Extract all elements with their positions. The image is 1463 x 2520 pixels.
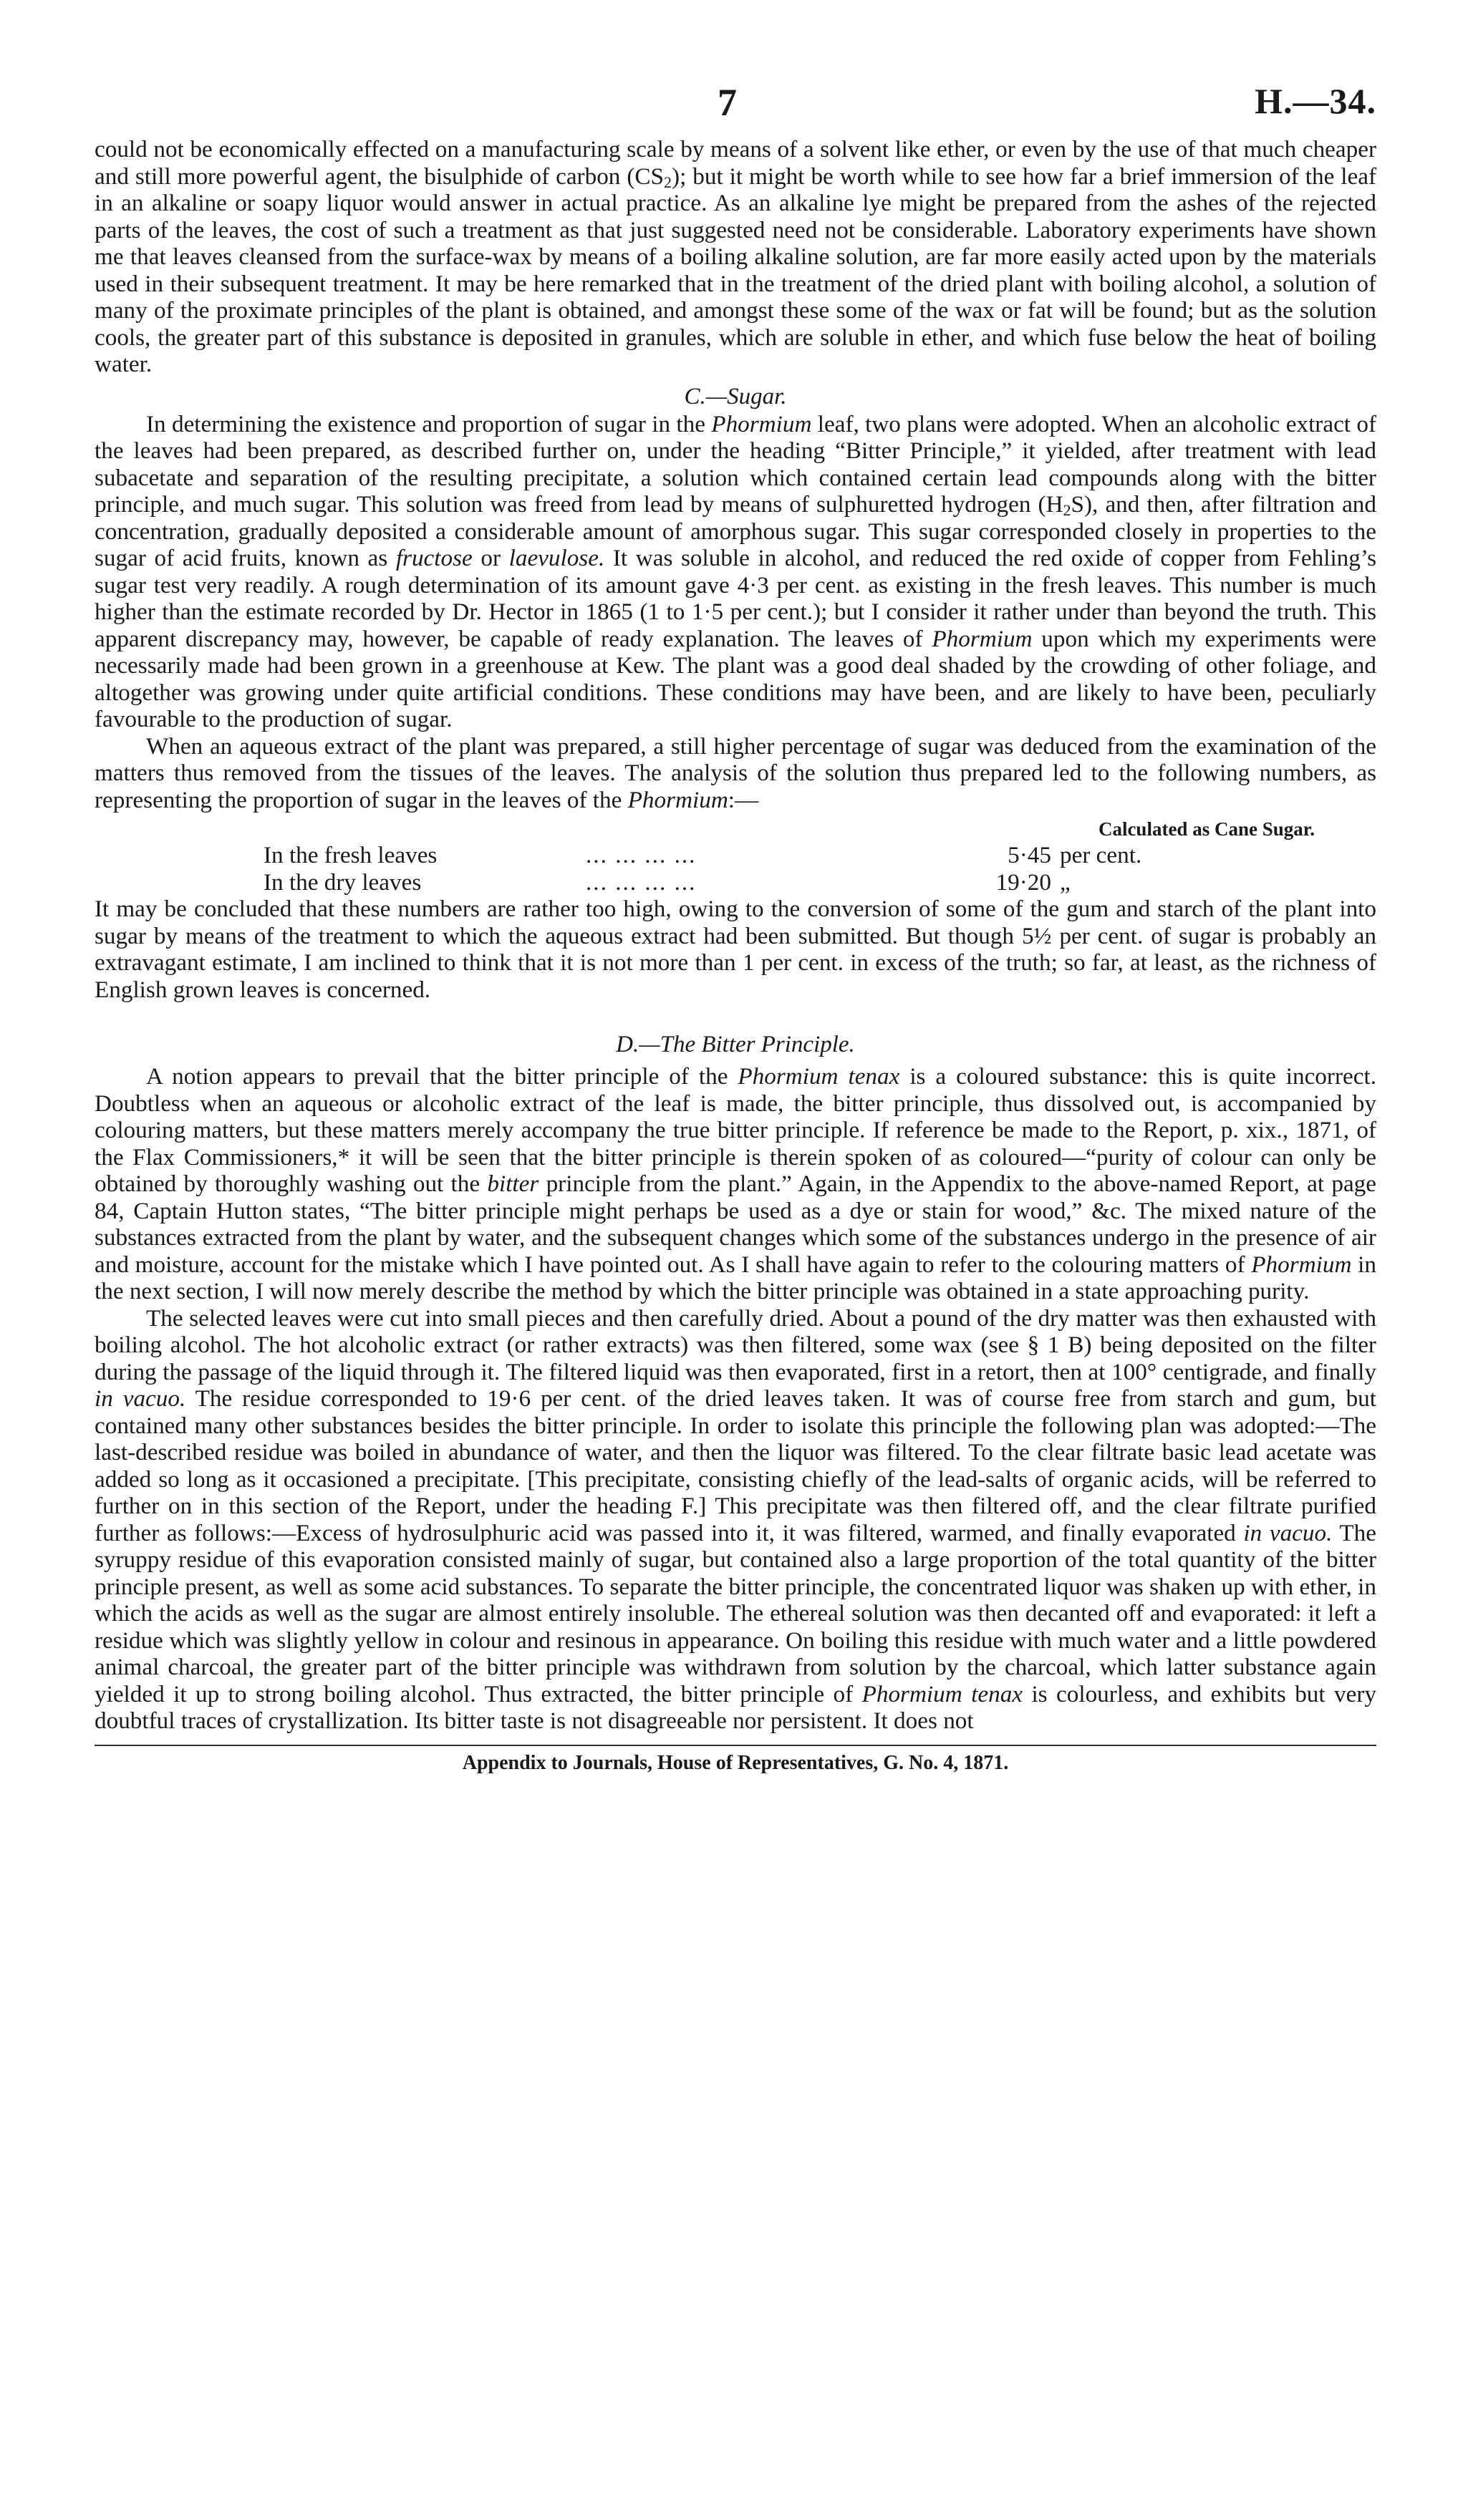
page-number: 7 xyxy=(718,81,737,124)
paragraph-bitter-1: A notion appears to prevail that the bitter principle of the Phormium tenax is a coloured substance: this is quite incorrect. Doubtless when an aqueous or alcoholic extract of the leaf is made, the bitter principle, thus dissolved out, is accompanied by colouring matters, but these matters merely accompany the true bitter principle. If reference be made to the Report, p. xix., 1871, of the Flax Commissioners,* it will be seen that the bitter principle is therein spoken of as coloured—“purity of colour can only be obtained by thoroughly washing out the bitter principle from the plant.” Again, in the Appendix to the above-named Report, at page 84, Captain Hutton states, “The bitter principle might perhaps be used as a dye or stain for wood,” &c. The mixed nature of the substances extracted from the plant by water, and the subsequent changes which some of the substances undergo in the presence of air and moisture, account for the mistake which I have pointed out. As I shall have again to refer to the colouring matters of Phormium in the next section, I will now merely describe the method by which the bitter principle was obtained in a state approaching purity. xyxy=(95,1063,1376,1304)
page-header xyxy=(95,0,1376,136)
paragraph-bitter-2: The selected leaves were cut into small pieces and then carefully dried. About a pound of the dry matter was then exhausted with boiling alcohol. The hot alcoholic extract (or rather extracts) was then filtered, some wax (see § 1 B) being deposited on the filter during the passage of the liquid through it. The filtered liquid was then evaporated, first in a retort, then at 100° centigrade, and finally in vacuo. The residue corresponded to 19·6 per cent. of the dried leaves taken. It was of course free from starch and gum, but contained many other substances besides the bitter principle. In order to isolate this principle the following plan was adopted:—The last-described residue was boiled in abundance of water, and then the liquor was filtered. To the clear filtrate basic lead acetate was added so long as it occasioned a precipitate. [This precipitate, consisting chiefly of the lead-salts of organic acids, will be referred to further on in this section of the Report, under the heading F.] This precipitate was then filtered off, and the clear filtrate purified further as follows:—Excess of hydrosulphuric acid was passed into it, it was filtered, warmed, and finally evaporated in vacuo. The syruppy residue of this evaporation consisted mainly of sugar, but contained also a large proportion of the total quantity of the bitter principle present, as well as some acid substances. To separate the bitter principle, the concentrated liquor was shaken up with ether, in which the acids as well as the sugar are almost entirely insoluble. The ethereal solution was then decanted off and evaporated: it left a residue which was slightly yellow in colour and resinous in appearance. On boiling this residue with much water and a little powdered animal charcoal, the greater part of the bitter principle was withdrawn from solution by the charcoal, which latter substance again yielded it up to strong boiling alcohol. Thus extracted, the bitter principle of Phormium tenax is colourless, and exhibits but very doubtful traces of crystallization. Its bitter taste is not disagreeable nor persistent. It does not xyxy=(95,1304,1377,1734)
document-code: H.—34. xyxy=(1255,81,1376,121)
paragraph-sugar-3: It may be concluded that these numbers are rather too high, owing to the conversion of some of the gum and starch of the plant into sugar by means of the treatment to which the aqueous extract had been submitted. But though 5½ per cent. of sugar is probably an extravagant estimate, I am inclined to think that it is not more than 1 per cent. in excess of the truth; so far, at least, as the richness of English grown leaves is concerned. xyxy=(95,896,1376,1003)
footer-rule xyxy=(95,1745,1376,1746)
paragraph-sugar-1: In determining the existence and proportion of sugar in the Phormium leaf, two plans were adopted. When an alcoholic extract of the leaves had been prepared, as described further on, under the heading “Bitter Principle,” it yielded, after treatment with lead subacetate and separation of the resulting precipitate, a solution which contained certain lead compounds along with the bitter principle, and much sugar. This solution was freed from lead by means of sulphuretted hydrogen $(H_2S)$, and then, after filtration and concentration, gradually deposited a considerable amount of amorphous sugar. This sugar corresponded closely in properties to the sugar of acid fruits, known as fructose or laevulose. It was soluble in alcohol, and reduced the red oxide of copper from Fehling’s sugar test very readily. A rough determination of its amount gave 4·3 per cent. as existing in the fresh leaves. This number is much higher than the estimate recorded by Dr. Hector in 1865 (1 to 1·5 per cent.); but I consider it rather under than beyond the truth. This apparent discrepancy may, however, be capable of ready explanation. The leaves of Phormium upon which my experiments were necessarily made had been grown in a greenhouse at Kew. The plant was a good deal shaded by the crowding of other foliage, and altogether was growing under quite artificial conditions. These conditions may have been, and are likely to have been, peculiarly favourable to the production of sugar. xyxy=(95,410,1376,732)
section-heading-bitter-principle: D.—The Bitter Principle. xyxy=(616,1032,855,1057)
section-heading-sugar: C.—Sugar. xyxy=(684,383,787,410)
document-page xyxy=(95,0,1376,1778)
sugar-table-row: In the dry leaves ... ... ... ... 19·20 „ xyxy=(264,868,1071,896)
paragraph-wax-continued: could not be economically effected on a manufacturing scale by means of a solvent like ether, or even by the use of that much cheaper and still more powerful agent, the bisulphide of carbon $(CS_2)$; but it might be worth while to see how far a brief immersion of the leaf in an alkaline or soapy liquor would answer in actual practice. As an alkaline lye might be prepared from the ashes of the rejected parts of the leaves, the cost of such a treatment as that just suggested need not be considerable. Laboratory experiments have shown me that leaves cleansed from the surface-wax by means of a boiling alkaline solution, are far more easily acted upon by the materials used in their subsequent treatment. It may be here remarked that in the treatment of the dried plant with boiling alcohol, a solution of many of the proximate principles of the plant is obtained, and amongst these some of the wax or fat will be found; but as the solution cools, the greater part of this substance is deposited in granules, which are soluble in ether, and which fuse below the heat of boiling water. xyxy=(95,136,1377,377)
sugar-table-row: In the fresh leaves ... ... ... ... 5·45 per cent. xyxy=(264,842,1142,868)
page-footer: Appendix to Journals, House of Representatives, G. No. 4, 1871. xyxy=(462,1751,1009,1774)
paragraph-sugar-2: When an aqueous extract of the plant was prepared, a still higher percentage of sugar was deduced from the examination of the matters thus removed from the tissues of the leaves. The analysis of the solution thus prepared led to the following numbers, as representing the proportion of sugar in the leaves of the Phormium:— xyxy=(95,732,1376,813)
sugar-table-caption: Calculated as Cane Sugar. xyxy=(1098,818,1315,840)
